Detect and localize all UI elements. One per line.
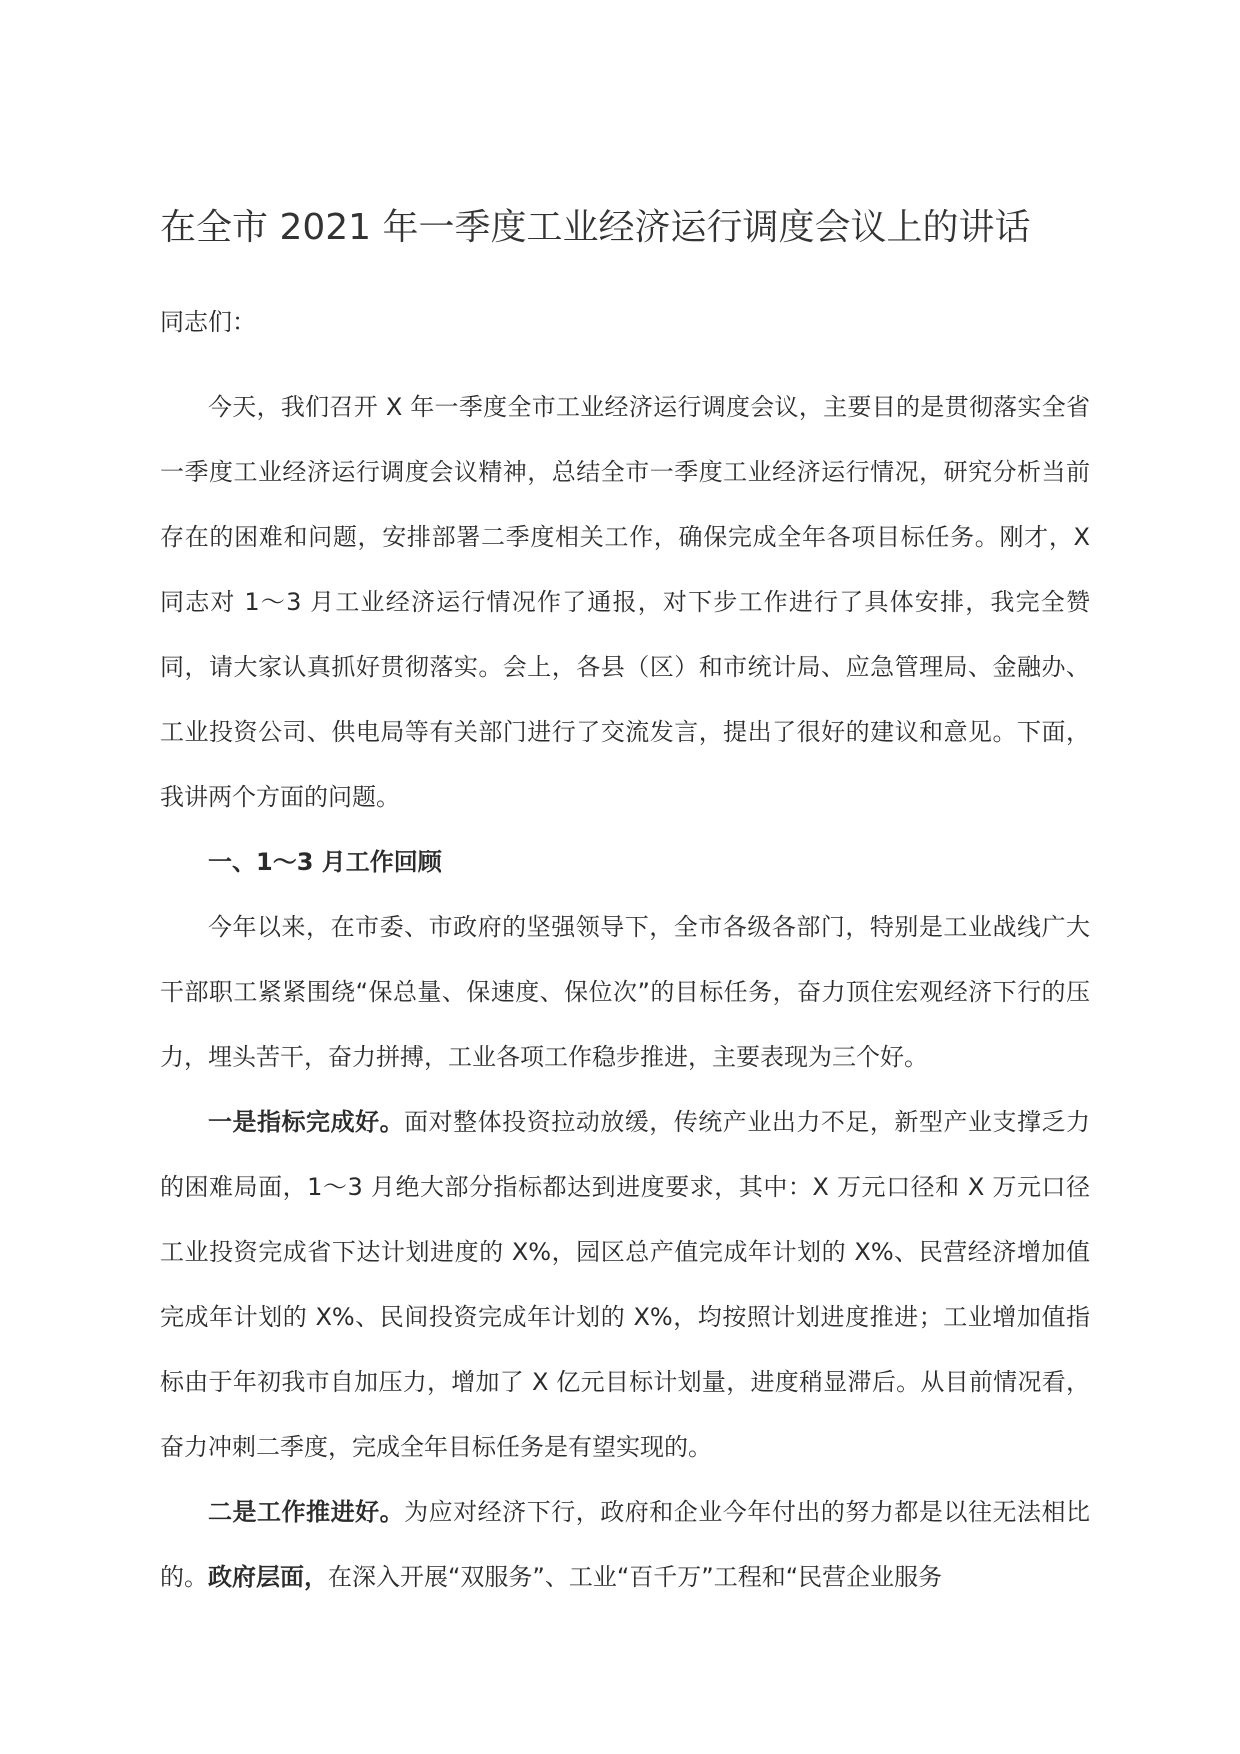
point-two-paragraph	[160, 1480, 1090, 1610]
intro-paragraph: 今天，我们召开 X 年一季度全市工业经济运行调度会议，主要目的是贯彻落实全省一季度工业经济运行调度会议精神，总结全市一季度工业经济运行情况，研究分析当前存在的困难和问题，安排部署二季度相关工作，确保完成全年各项目标任务。刚才，X 同志对 1～3 月工业经济运行情况作了通报，对下步工作进行了具体安排，我完全赞同，请大家认真抓好贯彻落实。会上，各县（区）和市统计局、应急管理局、金融办、工业投资公司、供电局等有关部门进行了交流发言，提出了很好的建议和意见。下面，我讲两个方面的问题。	[160, 393, 1090, 811]
salutation: 同志们：	[160, 308, 256, 336]
government-level-text: 在深入开展“双服务”、工业“百千万”工程和“民营企业服务	[328, 1563, 943, 1591]
point-two-text: 为应对经济下行，政府和企业今年付出的努力都是以往无法相比的。	[160, 1498, 1091, 1591]
point-two-lead: 二是工作推进好。	[208, 1498, 405, 1526]
section-one-paragraph: 今年以来，在市委、市政府的坚强领导下，全市各级各部门，特别是工业战线广大干部职工紧紧围绕“保总量、保速度、保位次”的目标任务，奋力顶住宏观经济下行的压力，埋头苦干，奋力拼搏，工业各项工作稳步推进，主要表现为三个好。	[160, 913, 1090, 1071]
point-one-lead: 一是指标完成好。	[208, 1108, 405, 1136]
section-one-heading: 一、1～3 月工作回顾	[208, 848, 442, 876]
document-body	[160, 196, 1090, 1610]
point-one-paragraph	[160, 1090, 1090, 1480]
point-one-text: 面对整体投资拉动放缓，传统产业出力不足，新型产业支撑乏力的困难局面，1～3 月绝大部分指标都达到进度要求，其中：X 万元口径和 X 万元口径工业投资完成省下达计划进度的 X%，园区总产值完成年计划的 X%、民营经济增加值完成年计划的 X%、民间投资完成年计划的 X%，均按照计划进度推进；工业增加值指标由于年初我市自加压力，增加了 X 亿元目标计划量，进度稍显滞后。从目前情况看，奋力冲刺二季度，完成全年目标任务是有望实现的。	[160, 1108, 1091, 1461]
document-title: 在全市 2021 年一季度工业经济运行调度会议上的讲话	[160, 207, 1031, 248]
government-level-lead: 政府层面，	[208, 1563, 328, 1591]
